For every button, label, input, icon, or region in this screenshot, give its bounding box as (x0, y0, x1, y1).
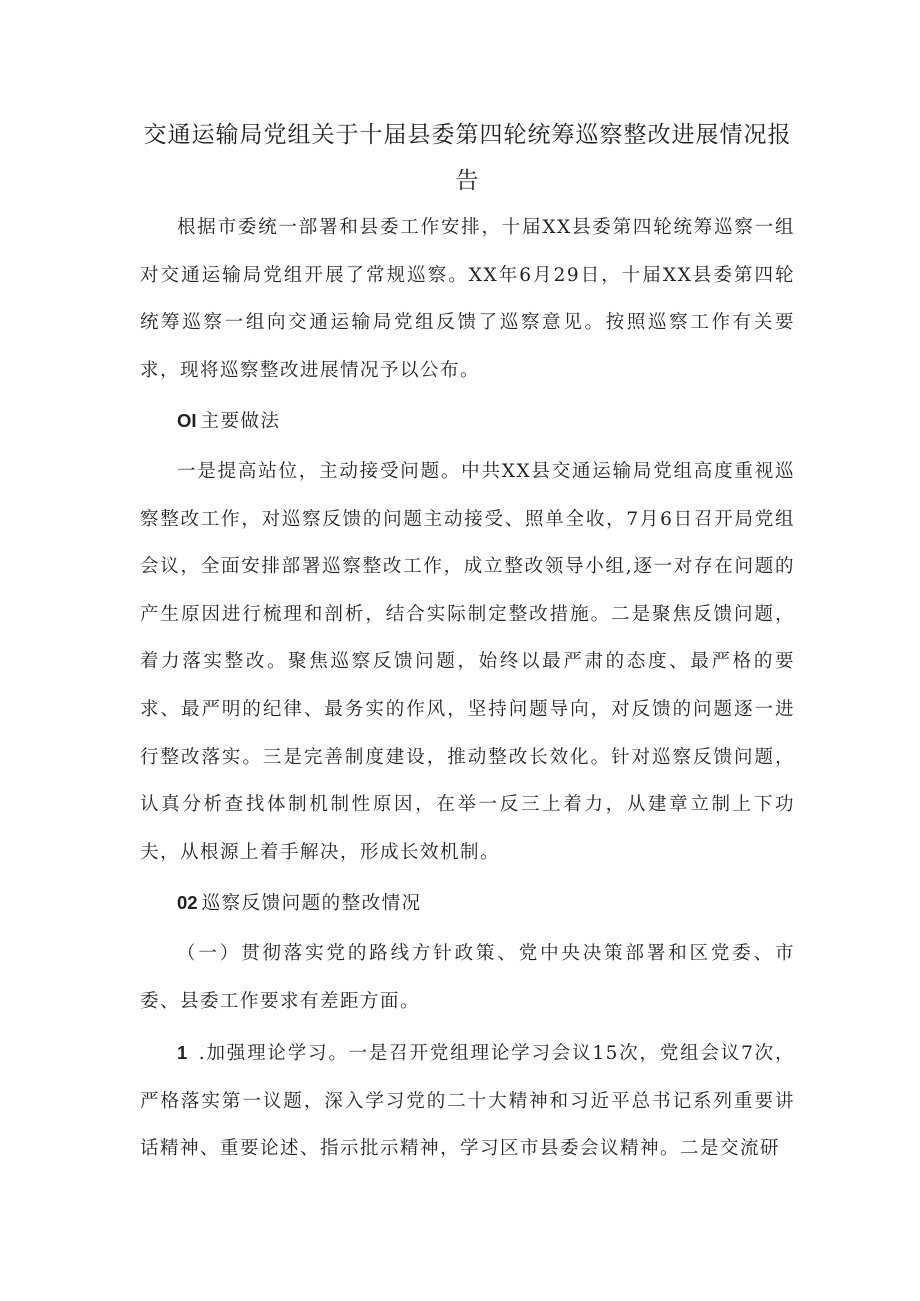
item-text: .加强理论学习。一是召开党组理论学习会议15次，党组会议7次，严格落实第一议题，深入学习党的二十大精神和习近平总书记系列重要讲话精神、重要论述、指示批示精神，学习区市县委会议精神。二是交流研 (140, 1043, 795, 1160)
document-title: 交通运输局党组关于十届县委第四轮统筹巡察整改进展情况报告 (143, 122, 792, 194)
section-heading-1 (140, 397, 795, 446)
section-number: 02 (177, 892, 198, 914)
item-number: 1 (177, 1042, 189, 1064)
subsection-heading: （一）贯彻落实党的路线方针政策、党中央决策部署和区党委、市委、县委工作要求有差距方面。 (140, 942, 795, 1012)
section-label: 主要做法 (200, 411, 281, 433)
section1-body: 一是提高站位，主动接受问题。中共XX县交通运输局党组高度重视巡察整改工作，对巡察反馈的问题主动接受、照单全收，7月6日召开局党组会议，全面安排部署巡察整改工作，成立整改领导小组,逐一对存在问题的产生原因进行梳理和剖析，结合实际制定整改措施。二是聚焦反馈问题，着力落实整改。聚焦巡察反馈问题，始终以最严肃的态度、最严格的要求、最严明的纪律、最务实的作风，坚持问题导向，对反馈的问题逐一进行整改落实。三是完善制度建设，推动整改长效化。针对巡察反馈问题，认真分析查找体制机制性原因，在举一反三上着力，从建章立制上下功夫，从根源上着手解决，形成长效机制。 (140, 460, 795, 863)
section-label: 巡察反馈问题的整改情况 (201, 893, 422, 915)
document-page (140, 112, 795, 1173)
list-item (140, 1029, 795, 1173)
section-heading-2 (140, 879, 795, 928)
intro-paragraph: 根据市委统一部署和县委工作安排，十届XX县委第四轮统筹巡察一组对交通运输局党组开展了常规巡察。XX年6月29日，十届XX县委第四轮统筹巡察一组向交通运输局党组反馈了巡察意见。按照巡察工作有关要求，现将巡察整改进展情况予以公布。 (140, 217, 795, 381)
section-number: OI (177, 410, 197, 432)
